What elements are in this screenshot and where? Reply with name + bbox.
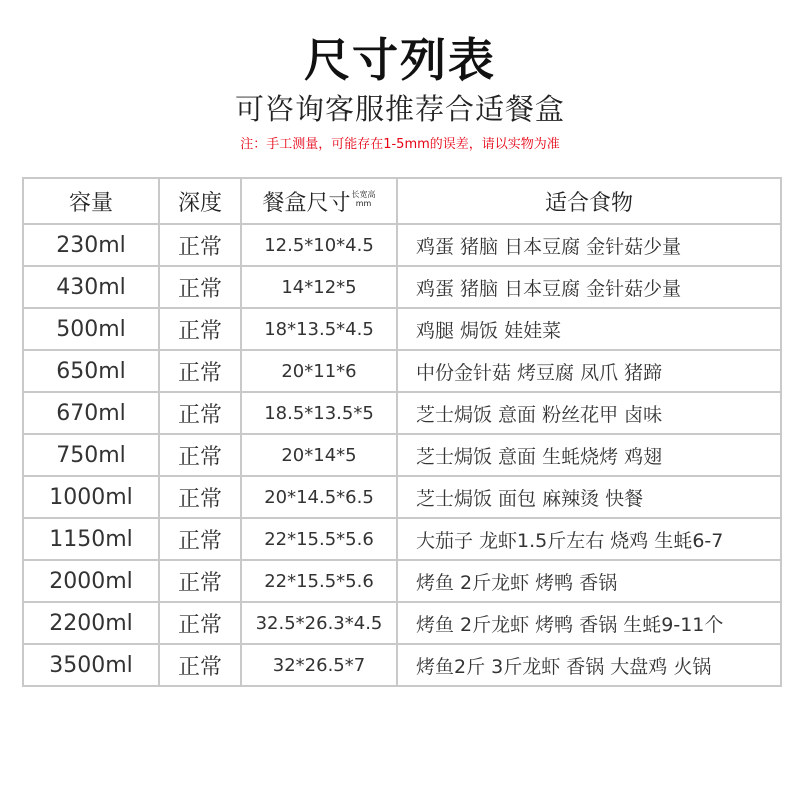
table-row [23, 560, 781, 602]
table-row [23, 308, 781, 350]
cell-depth: 正常 [159, 644, 241, 686]
cell-size: 32*26.5*7 [241, 644, 397, 686]
cell-capacity: 650ml [23, 350, 159, 392]
header-size-unit-bottom: mm [355, 198, 372, 208]
header-size-unit-top: 长宽高 [351, 189, 376, 199]
cell-depth: 正常 [159, 560, 241, 602]
cell-capacity: 670ml [23, 392, 159, 434]
cell-size: 22*15.5*5.6 [241, 518, 397, 560]
table-row [23, 476, 781, 518]
cell-food: 大茄子 龙虾1.5斤左右 烧鸡 生蚝6-7 [397, 518, 781, 560]
cell-food: 中份金针菇 烤豆腐 凤爪 猪蹄 [397, 350, 781, 392]
cell-food: 鸡蛋 猪脑 日本豆腐 金针菇少量 [397, 266, 781, 308]
header-size-label: 餐盒尺寸 [262, 190, 351, 216]
cell-depth: 正常 [159, 602, 241, 644]
cell-capacity: 230ml [23, 224, 159, 266]
cell-capacity: 3500ml [23, 644, 159, 686]
cell-depth: 正常 [159, 224, 241, 266]
table-row [23, 350, 781, 392]
cell-size: 20*14.5*6.5 [241, 476, 397, 518]
table-row [23, 602, 781, 644]
cell-depth: 正常 [159, 392, 241, 434]
table-header-row [23, 178, 781, 224]
cell-size: 32.5*26.3*4.5 [241, 602, 397, 644]
table-body [23, 224, 781, 686]
cell-food: 烤鱼 2斤龙虾 烤鸭 香锅 生蚝9-11个 [397, 602, 781, 644]
table-row [23, 224, 781, 266]
cell-size: 20*11*6 [241, 350, 397, 392]
cell-size: 12.5*10*4.5 [241, 224, 397, 266]
table-row [23, 392, 781, 434]
cell-capacity: 430ml [23, 266, 159, 308]
cell-depth: 正常 [159, 266, 241, 308]
header-capacity: 容量 [23, 178, 159, 224]
cell-depth: 正常 [159, 350, 241, 392]
cell-capacity: 2000ml [23, 560, 159, 602]
cell-size: 18*13.5*4.5 [241, 308, 397, 350]
cell-capacity: 1150ml [23, 518, 159, 560]
cell-capacity: 750ml [23, 434, 159, 476]
cell-size: 18.5*13.5*5 [241, 392, 397, 434]
cell-food: 烤鱼2斤 3斤龙虾 香锅 大盘鸡 火锅 [397, 644, 781, 686]
cell-depth: 正常 [159, 434, 241, 476]
table-row [23, 266, 781, 308]
cell-food: 芝士焗饭 面包 麻辣烫 快餐 [397, 476, 781, 518]
table-row [23, 644, 781, 686]
page-subtitle: 可咨询客服推荐合适餐盒 [234, 92, 565, 126]
table-row [23, 518, 781, 560]
cell-capacity: 500ml [23, 308, 159, 350]
header-food: 适合食物 [397, 178, 781, 224]
cell-food: 芝士焗饭 意面 粉丝花甲 卤味 [397, 392, 781, 434]
header-size-unit [352, 190, 376, 208]
cell-food: 芝士焗饭 意面 生蚝烧烤 鸡翅 [397, 434, 781, 476]
cell-food: 烤鱼 2斤龙虾 烤鸭 香锅 [397, 560, 781, 602]
cell-depth: 正常 [159, 308, 241, 350]
cell-food: 鸡腿 焗饭 娃娃菜 [397, 308, 781, 350]
cell-depth: 正常 [159, 518, 241, 560]
measurement-note: 注：手工测量，可能存在1-5mm的误差，请以实物为准 [240, 137, 560, 152]
cell-capacity: 2200ml [23, 602, 159, 644]
cell-depth: 正常 [159, 476, 241, 518]
header-depth: 深度 [159, 178, 241, 224]
cell-size: 14*12*5 [241, 266, 397, 308]
header-size [241, 178, 397, 224]
cell-capacity: 1000ml [23, 476, 159, 518]
size-table [22, 177, 782, 687]
cell-size: 22*15.5*5.6 [241, 560, 397, 602]
cell-food: 鸡蛋 猪脑 日本豆腐 金针菇少量 [397, 224, 781, 266]
cell-size: 20*14*5 [241, 434, 397, 476]
page-title: 尺寸列表 [304, 33, 496, 87]
table-row [23, 434, 781, 476]
